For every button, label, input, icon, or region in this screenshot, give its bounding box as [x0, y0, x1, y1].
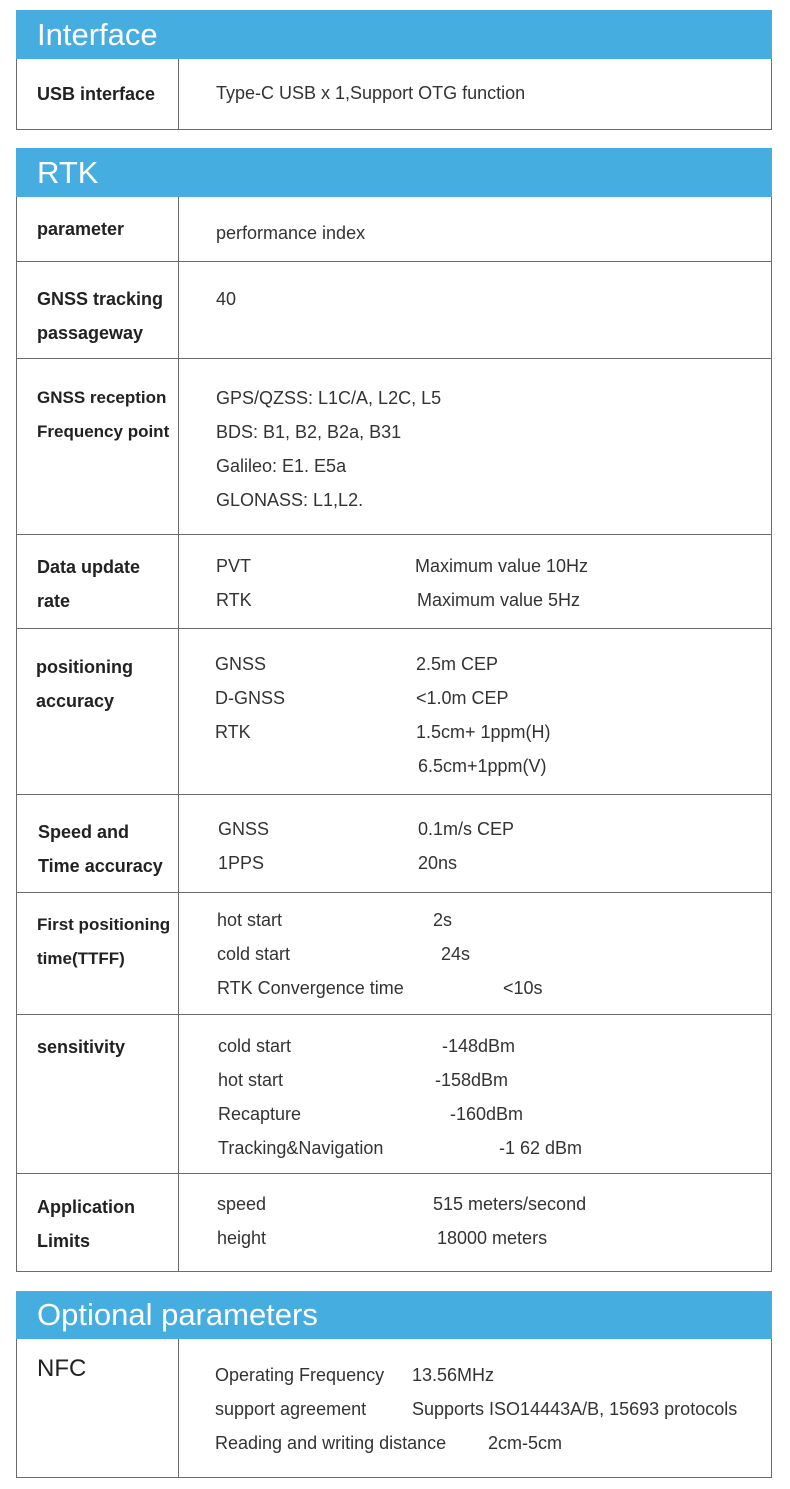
row-label: First positioning time(TTFF) — [37, 915, 171, 968]
table-row: First positioning time(TTFF) hot start 2s cold start 24s RTK Convergence time <10s — [17, 893, 771, 1015]
table-row: parameter performance index — [17, 197, 771, 262]
column-divider — [178, 262, 179, 358]
column-divider — [178, 1339, 179, 1477]
table-row: GNSS reception Frequency point GPS/QZSS: L1C/A, L2C, L5 BDS: B1, B2, B2a, B31 Galileo: E1. E5a GLONASS: L1,L2. — [17, 359, 771, 535]
row-label: GNSS tracking passageway — [37, 289, 164, 343]
row-label: Speed and Time accuracy — [38, 822, 163, 876]
optional-header — [16, 1291, 772, 1339]
row-label: GNSS reception Frequency point — [37, 388, 170, 441]
optional-table — [16, 1339, 772, 1478]
column-divider — [178, 535, 179, 628]
optional-section — [16, 1291, 772, 1478]
column-divider — [178, 893, 179, 1014]
optional-title: Optional parameters — [37, 1297, 318, 1332]
table-row: GNSS tracking passageway 40 — [17, 262, 771, 359]
interface-table — [16, 59, 772, 130]
interface-header — [16, 10, 772, 59]
column-divider — [178, 359, 179, 534]
rtk-header — [16, 148, 772, 197]
rtk-section — [16, 148, 772, 1272]
row-label: sensitivity — [37, 1037, 126, 1057]
row-label: Data update rate — [37, 557, 141, 611]
table-row: NFC Operating Frequency 13.56MHz support agreement Supports ISO14443A/B, 15693 protocols Reading and writing distance 2cm-5cm — [17, 1339, 771, 1477]
column-divider — [178, 629, 179, 794]
row-label: Application Limits — [37, 1197, 135, 1251]
table-row: Speed and Time accuracy GNSS 0.1m/s CEP 1PPS 20ns — [17, 795, 771, 893]
table-row: USB interface Type-C USB x 1,Support OTG function — [17, 59, 771, 129]
column-divider — [178, 1015, 179, 1173]
table-row: Application Limits speed 515 meters/second height 18000 meters — [17, 1174, 771, 1271]
column-divider — [178, 59, 179, 129]
column-divider — [178, 795, 179, 892]
table-row: Data update rate PVT Maximum value 10Hz RTK Maximum value 5Hz — [17, 535, 771, 629]
interface-section — [16, 10, 772, 130]
table-row: positioning accuracy GNSS 2.5m CEP D-GNSS <1.0m CEP RTK 1.5cm+ 1ppm(H) 6.5cm+1ppm(V) — [17, 629, 771, 795]
row-label: positioning accuracy — [36, 657, 133, 711]
rtk-table — [16, 197, 772, 1272]
row-label: USB interface — [37, 84, 156, 104]
column-divider — [178, 1174, 179, 1271]
row-label: NFC — [37, 1355, 87, 1382]
table-row: sensitivity cold start -148dBm hot start -158dBm Recapture -160dBm Tracking&Navigation -1 62 dBm — [17, 1015, 771, 1174]
rtk-title: RTK — [37, 155, 99, 190]
column-divider — [178, 197, 179, 261]
interface-title: Interface — [37, 17, 158, 52]
row-label: parameter — [37, 219, 125, 239]
